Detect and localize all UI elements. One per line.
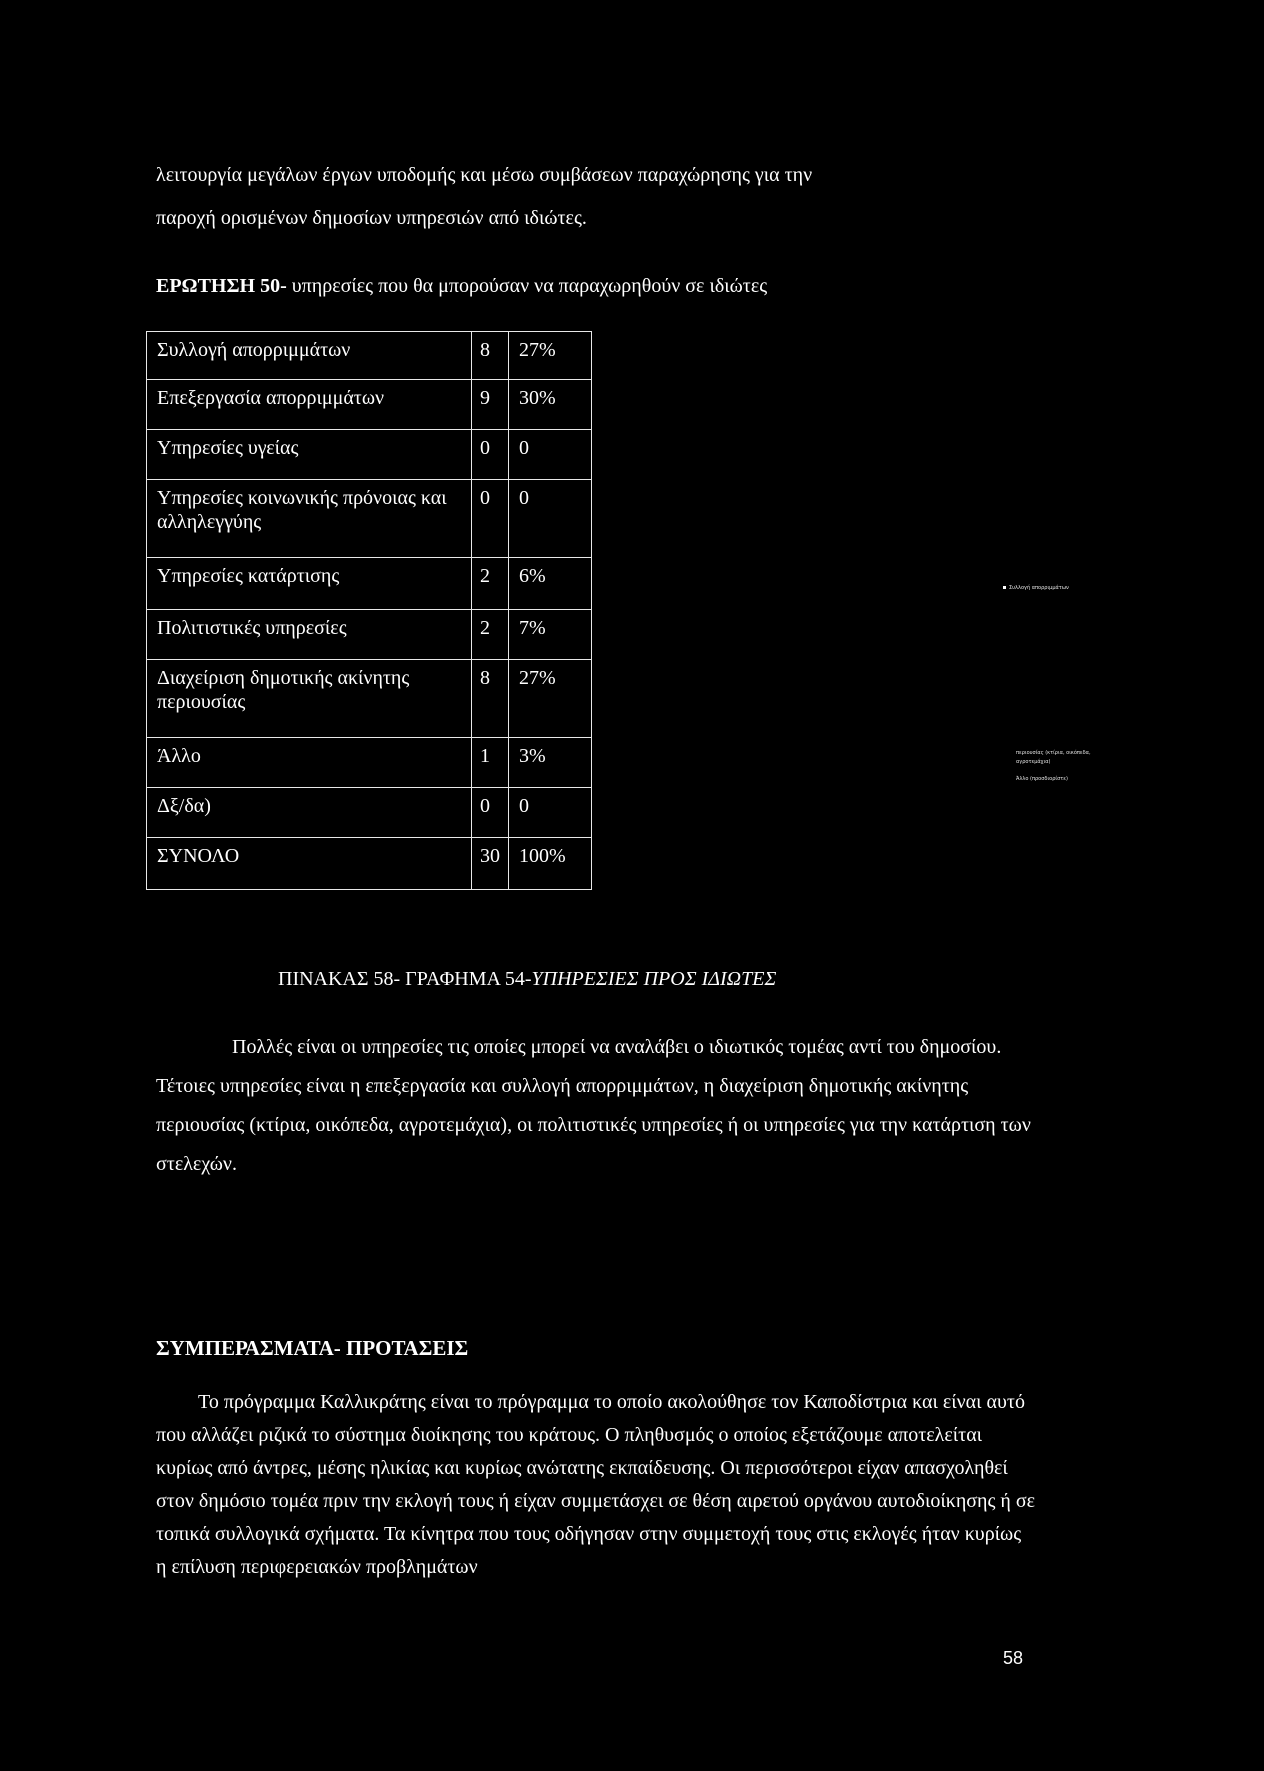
legend-label: αγροτεμάχια) (1016, 759, 1051, 765)
row-label: Υπηρεσίες κοινωνικής πρόνοιας και αλληλεγγύης (147, 480, 472, 558)
table-row (147, 610, 592, 660)
row-percent: 7% (509, 610, 592, 660)
legend-marker (1003, 586, 1006, 589)
table-row (147, 788, 592, 838)
row-count: 8 (472, 332, 509, 380)
row-count: 9 (472, 380, 509, 430)
caption-title: ΥΠΗΡΕΣΙΕΣ ΠΡΟΣ ΙΔΙΩΤΕΣ (531, 968, 777, 990)
row-label: ΣΥΝΟΛΟ (147, 838, 472, 890)
row-label: Συλλογή απορριμμάτων (147, 332, 472, 380)
row-count: 0 (472, 480, 509, 558)
table-caption (278, 968, 776, 991)
page-number: 58 (1003, 1648, 1024, 1668)
question-heading (156, 275, 767, 298)
table-row (147, 558, 592, 610)
row-label: Δξ/δα) (147, 788, 472, 838)
conclusions-paragraph (156, 1386, 1036, 1584)
intro-line-2: παροχή ορισμένων δημοσίων υπηρεσιών από ιδιώτες. (156, 207, 587, 229)
row-label: Άλλο (147, 738, 472, 788)
legend-item (1016, 750, 1091, 757)
row-percent: 27% (509, 332, 592, 380)
row-label: Υπηρεσίες κατάρτισης (147, 558, 472, 610)
row-count: 0 (472, 430, 509, 480)
row-percent: 0 (509, 480, 592, 558)
legend-item (1016, 776, 1068, 783)
legend-item (1016, 759, 1051, 766)
question-label: ΕΡΩΤΗΣΗ 50- (156, 275, 287, 297)
row-count: 1 (472, 738, 509, 788)
row-label: Επεξεργασία απορριμμάτων (147, 380, 472, 430)
row-percent: 0 (509, 788, 592, 838)
body-paragraph (156, 1028, 1036, 1184)
responses-table (146, 331, 592, 890)
legend-label: Άλλο (προσδιορίστε) (1016, 776, 1068, 782)
row-percent: 0 (509, 430, 592, 480)
legend-item (1003, 585, 1069, 592)
table-row (147, 332, 592, 380)
section-heading: ΣΥΜΠΕΡΑΣΜΑΤΑ- ΠΡΟΤΑΣΕΙΣ (156, 1336, 469, 1360)
table-row (147, 380, 592, 430)
body-paragraph-text: Πολλές είναι οι υπηρεσίες τις οποίες μπορεί να αναλάβει ο ιδιωτικός τομέας αντί του δημοσίου. Τέτοιες υπηρεσίες είναι η επεξεργασία και συλλογή απορριμμάτων, η διαχείριση δημοτικής ακίνητης περιουσίας (κτίρια, οικόπεδα, αγροτεμάχια), οι πολιτιστικές υπηρεσίες ή οι υπηρεσίες για την κατάρτιση των στελεχών. (156, 1036, 1031, 1175)
table-row (147, 738, 592, 788)
row-label: Πολιτιστικές υπηρεσίες (147, 610, 472, 660)
row-percent: 100% (509, 838, 592, 890)
row-count: 30 (472, 838, 509, 890)
row-label: Υπηρεσίες υγείας (147, 430, 472, 480)
intro-line-1: λειτουργία μεγάλων έργων υποδομής και μέσω συμβάσεων παραχώρησης για την (156, 164, 813, 186)
row-count: 2 (472, 558, 509, 610)
row-percent: 27% (509, 660, 592, 738)
legend-label: περιουσίας (κτίρια, οικόπεδα, (1016, 750, 1091, 756)
row-percent: 30% (509, 380, 592, 430)
caption-prefix: ΠΙΝΑΚΑΣ 58- ΓΡΑΦΗΜΑ 54- (278, 968, 532, 990)
question-text: υπηρεσίες που θα μπορούσαν να παραχωρηθούν σε ιδιώτες (286, 275, 768, 297)
conclusions-paragraph-text: Το πρόγραμμα Καλλικράτης είναι το πρόγραμμα το οποίο ακολούθησε τον Καποδίστρια και είναι αυτό που αλλάζει ριζικά το σύστημα διοίκησης του κράτους. Ο πληθυσμός ο οποίος εξετάζουμε αποτελείται κυρίως από άντρες, μέσης ηλικίας και κυρίως ανώτατης εκπαίδευσης. Οι περισσότεροι είχαν απασχοληθεί στον δημόσιο τομέα πριν την εκλογή τους ή είχαν συμμετάσχει σε θέση αιρετού οργάνου αυτοδιοίκησης ή σε τοπικά συλλογικά σχήματα. Τα κίνητρα που τους οδήγησαν στην συμμετοχή τους στις εκλογές ήταν κυρίως η επίλυση περιφερειακών προβλημάτων (156, 1391, 1036, 1578)
table-row (147, 660, 592, 738)
row-count: 0 (472, 788, 509, 838)
row-count: 8 (472, 660, 509, 738)
table-row (147, 838, 592, 890)
legend-label: Συλλογή απορριμμάτων (1009, 585, 1069, 591)
table-row (147, 430, 592, 480)
table-row (147, 480, 592, 558)
row-percent: 3% (509, 738, 592, 788)
row-count: 2 (472, 610, 509, 660)
row-label: Διαχείριση δημοτικής ακίνητης περιουσίας (147, 660, 472, 738)
row-percent: 6% (509, 558, 592, 610)
